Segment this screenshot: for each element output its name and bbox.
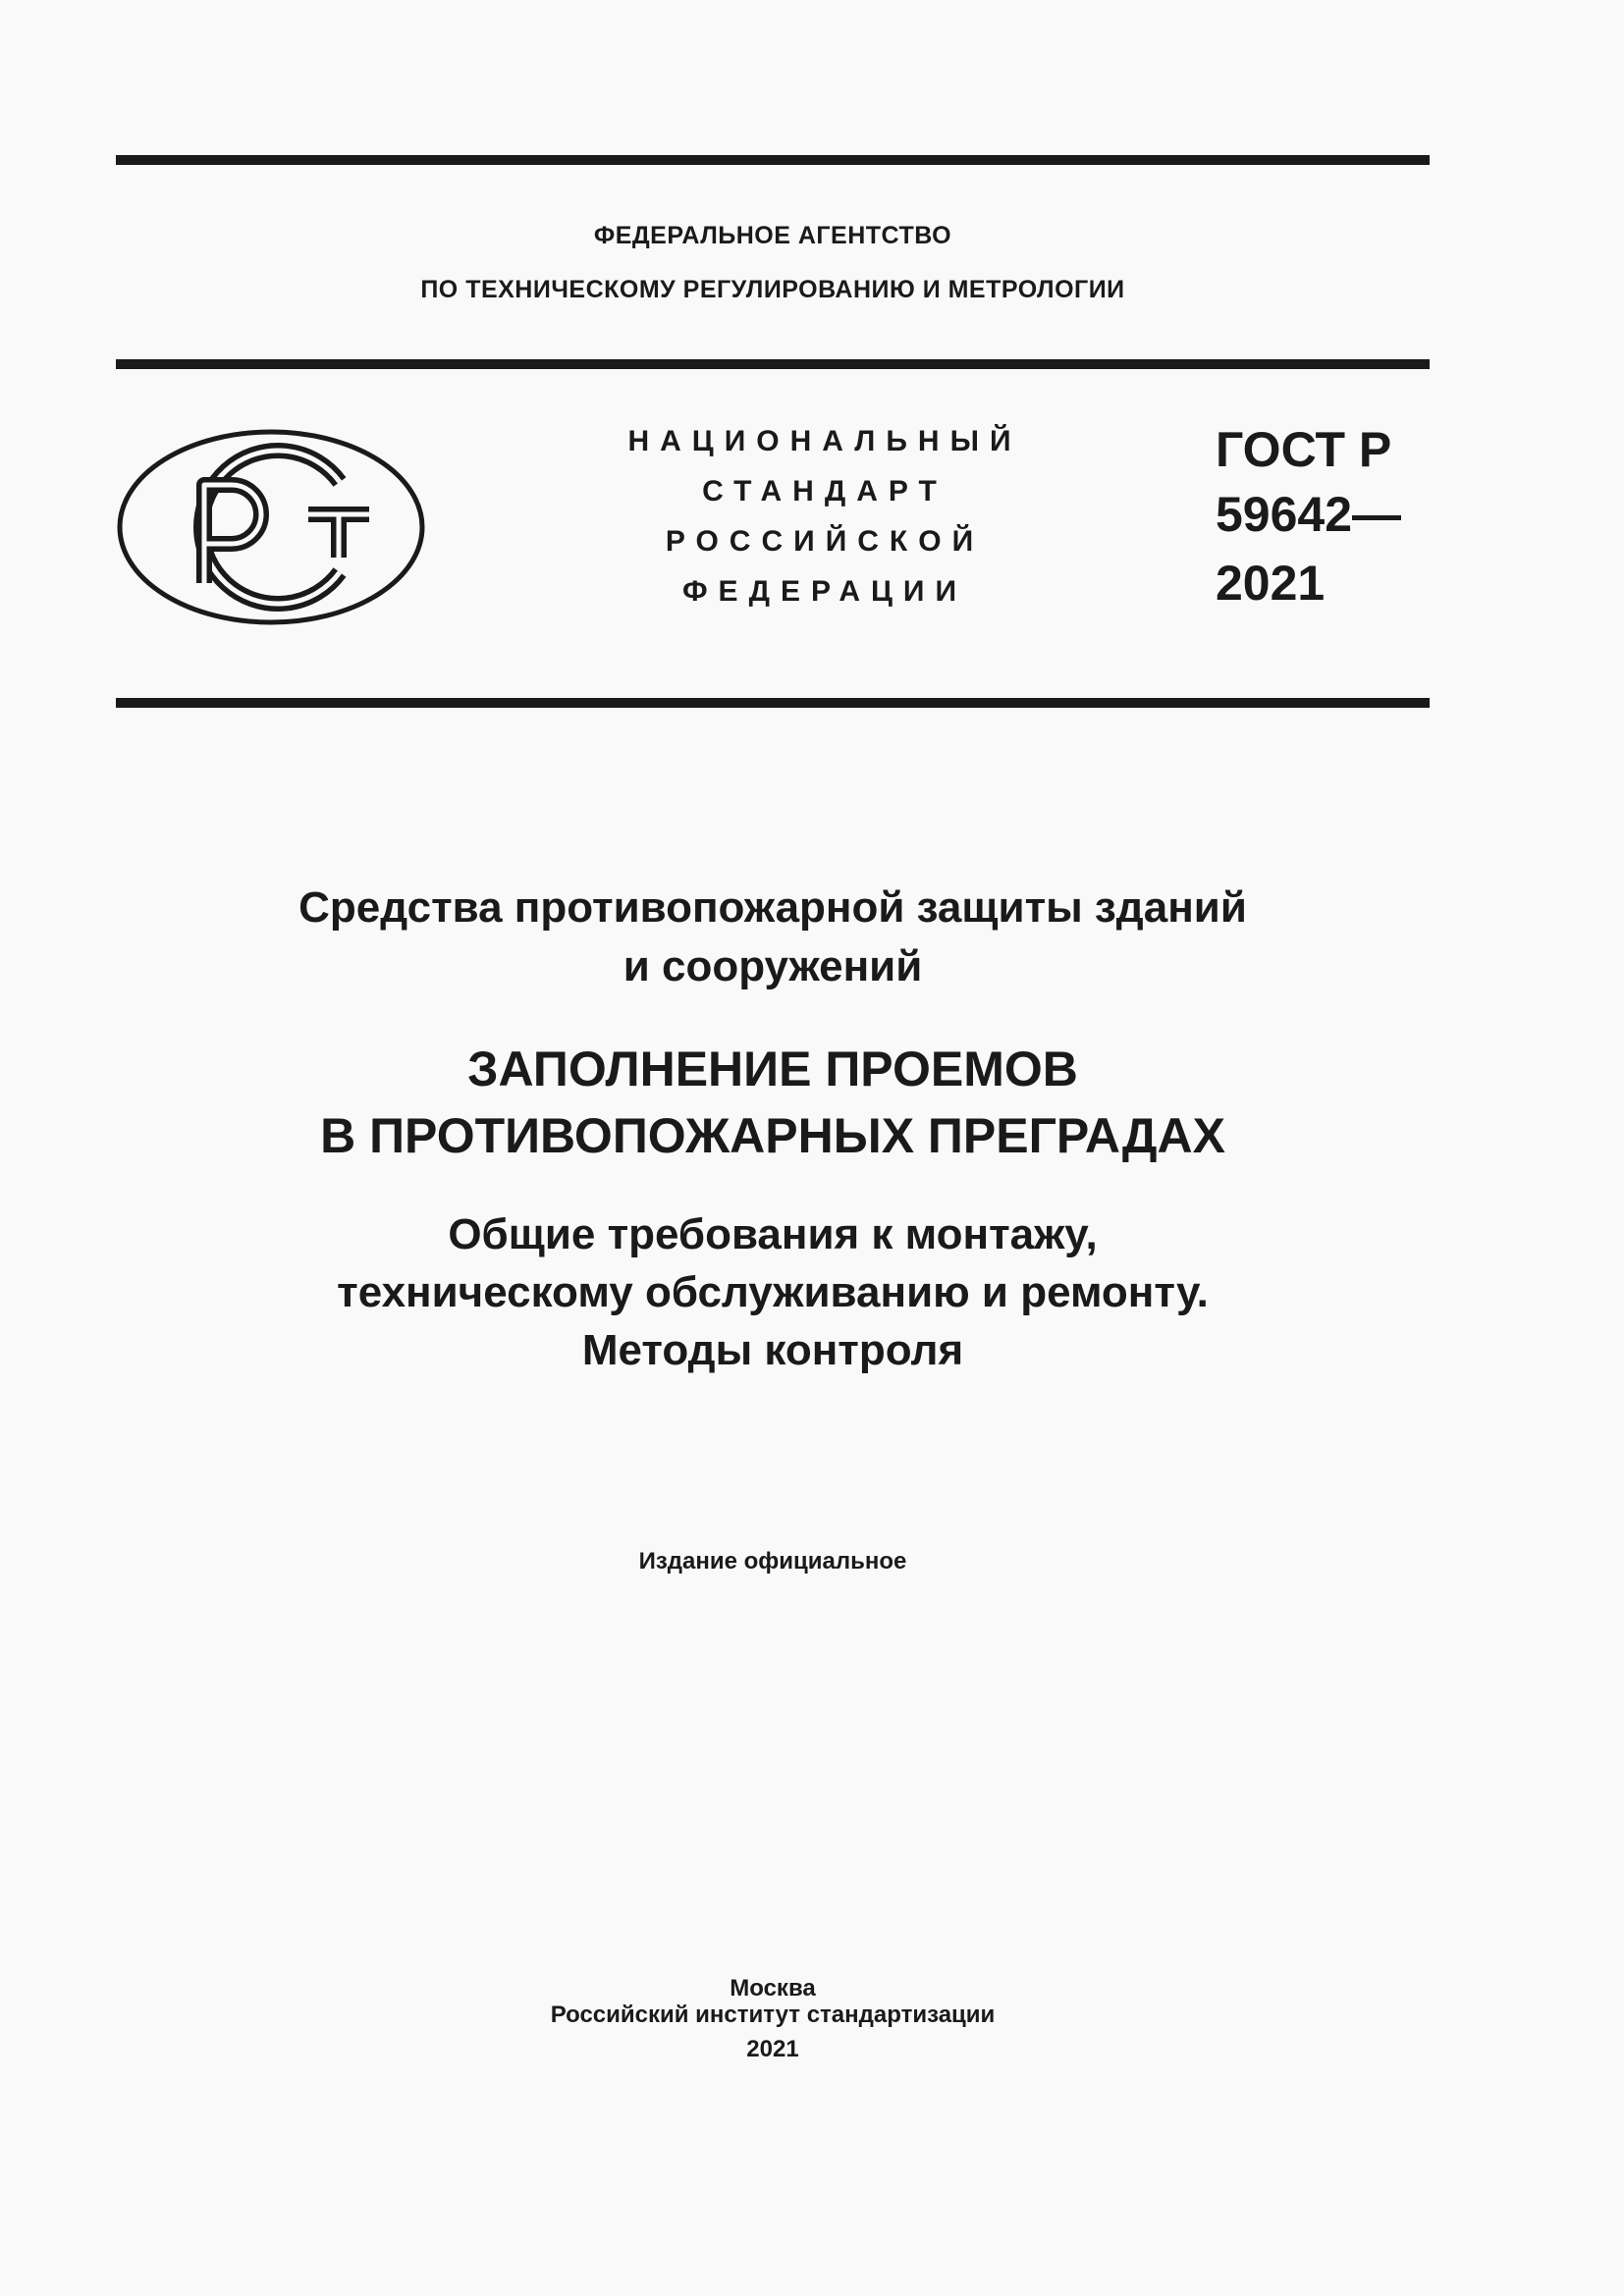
title-line-2: и сооружений: [623, 942, 923, 990]
standard-type-line-4: ФЕДЕРАЦИИ: [681, 575, 968, 608]
subtitle-line-3: Методы контроля: [581, 1326, 964, 1374]
main-title-line-2: В ПРОТИВОПОЖАРНЫХ ПРЕГРАДАХ: [320, 1108, 1225, 1163]
gost-designation-line-3: 2021: [1216, 556, 1326, 611]
gost-designation-line-1: ГОСТ Р: [1216, 422, 1392, 477]
imprint-city: Москва: [730, 1975, 816, 2002]
standard-type-line-1: НАЦИОНАЛЬНЫЙ: [627, 425, 1022, 457]
title-rule: [116, 698, 1430, 708]
title-line-1: Средства противопожарной защиты зданий: [298, 883, 1247, 932]
subtitle-line-1: Общие требования к монтажу,: [448, 1210, 1098, 1258]
standard-type-line-2: СТАНДАРТ: [702, 475, 947, 507]
subtitle-line-2: техническому обслуживанию и ремонту.: [337, 1268, 1209, 1316]
agency-line-2: ПО ТЕХНИЧЕСКОМУ РЕГУЛИРОВАНИЮ И МЕТРОЛОГИИ: [420, 276, 1125, 303]
header-rule: [116, 359, 1430, 369]
main-title-line-1: ЗАПОЛНЕНИЕ ПРОЕМОВ: [467, 1041, 1078, 1096]
imprint-year: 2021: [746, 2036, 799, 2062]
imprint-publisher: Российский институт стандартизации: [550, 2002, 996, 2028]
edition-label: Издание официальное: [638, 1548, 907, 1575]
standard-type-line-3: РОССИЙСКОЙ: [665, 525, 985, 558]
gost-designation-line-2: 59642—: [1216, 487, 1402, 542]
agency-line-1: ФЕДЕРАЛЬНОЕ АГЕНТСТВО: [593, 222, 952, 249]
rst-emblem-icon: [116, 428, 426, 626]
top-rule: [116, 155, 1430, 165]
